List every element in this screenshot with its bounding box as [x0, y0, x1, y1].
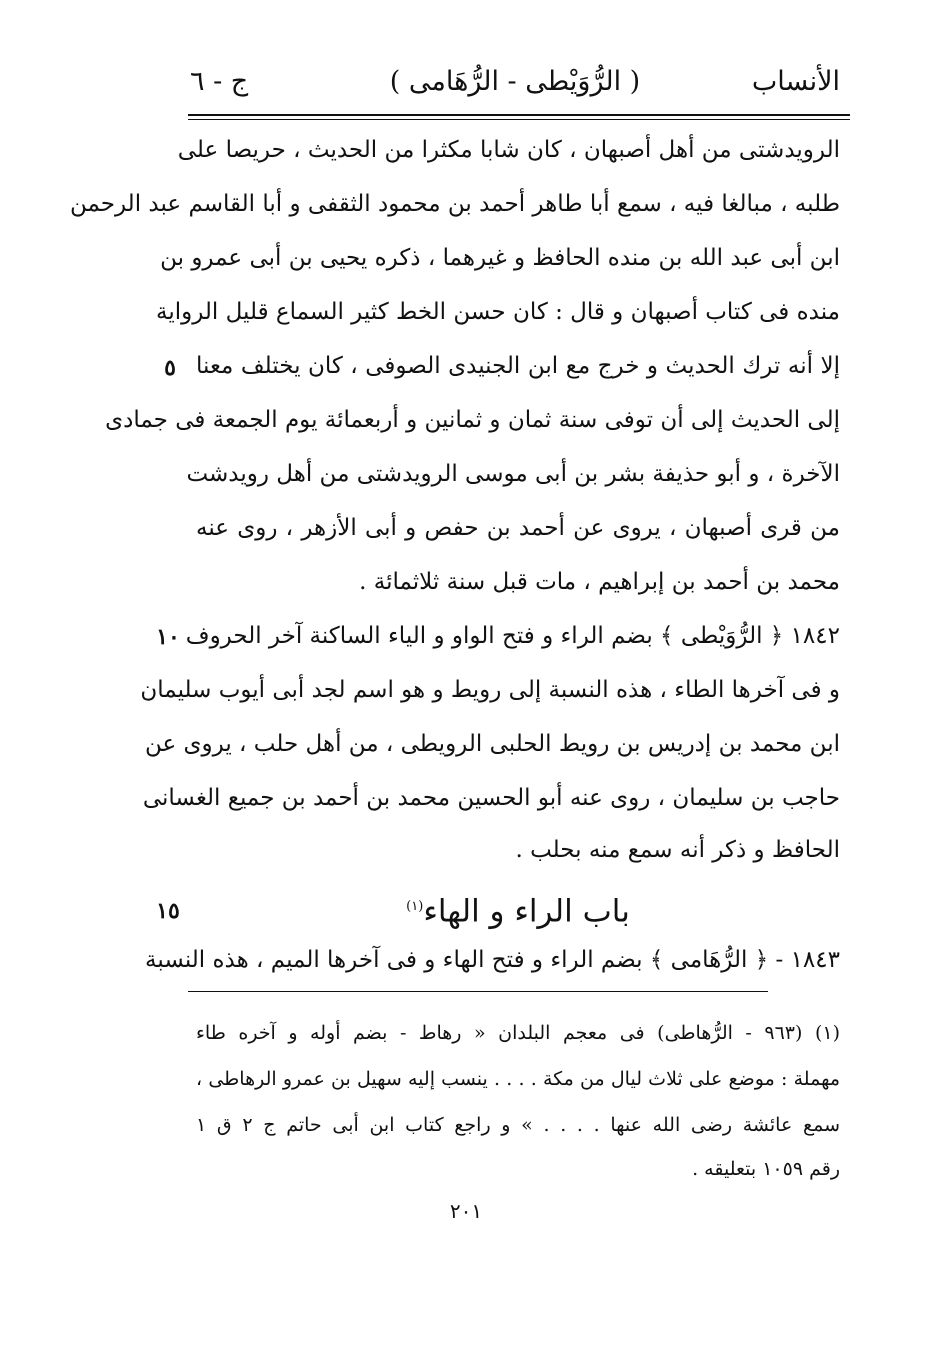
body-line-9: محمد بن أحمد بن إبراهيم ، مات قبل سنة ثلاثمائة . [359, 569, 840, 595]
body-line-3: ابن أبى عبد الله بن منده الحافظ و غيرهما ، ذكره يحيى بن أبى عمرو بن [160, 245, 840, 271]
body-line-11: و فى آخرها الطاء ، هذه النسبة إلى رويط و هو اسم لجد أبى أيوب سليمان [140, 677, 840, 703]
section-title [196, 880, 840, 934]
body-line-12: ابن محمد بن إدريس بن رويط الحلبى الرويطى ، من أهل حلب ، يروى عن [145, 731, 840, 757]
entry-range: ( الرُّوَيْطى - الرُّهَامى ) [389, 66, 641, 97]
running-header [190, 62, 840, 106]
section-title-text: باب الراء و الهاء [423, 893, 630, 930]
body-line-6: إلى الحديث إلى أن توفى سنة ثمان و ثمانين و أربعمائة يوم الجمعة فى جمادى [105, 407, 840, 433]
entry-1842-heading-line: ١٨٤٢ ﴿ الرُّوَيْطى ﴾ بضم الراء و فتح الواو و الياء الساكنة آخر الحروف [185, 623, 840, 649]
body-line-13: حاجب بن سليمان ، روى عنه أبو الحسين محمد بن أحمد بن جميع الغسانى [142, 785, 840, 811]
header-rule-thick [188, 114, 850, 116]
entry-1843-heading-line: ١٨٤٣ - ﴿ الرُّهَامى ﴾ بضم الراء و فتح الهاء و فى آخرها الميم ، هذه النسبة [145, 947, 840, 973]
header-rule-thin [188, 119, 850, 120]
book-title: الأنساب [751, 66, 840, 97]
volume-label: ج - ٦ [190, 66, 249, 97]
body-line-5: إلا أنه ترك الحديث و خرج مع ابن الجنيدى الصوفى ، كان يختلف معنا [196, 353, 840, 379]
line-number-5: ٥ [164, 355, 176, 381]
body-line-1: الرويدشتى من أهل أصبهان ، كان شابا مكثرا من الحديث ، حريصا على [177, 137, 840, 163]
line-number-10: ١٠ [156, 624, 180, 650]
footnote-line-3: سمع عائشة رضى الله عنها . . . . » و راجع كتاب ابن أبى حاتم ج ٢ ق ١ [196, 1114, 841, 1136]
body-line-8: من قرى أصبهان ، يروى عن أحمد بن حفص و أبى الأزهر ، روى عنه [196, 515, 840, 541]
body-line-14: الحافظ و ذكر أنه سمع منه بحلب . [515, 837, 840, 863]
footnote-line-4: رقم ١٠٥٩ بتعليقه . [692, 1158, 840, 1180]
footnote-line-1: (١) (٩٦٣ - الرُّهاطى) فى معجم البلدان « رهاط - بضم أوله و آخره طاء [196, 1022, 840, 1044]
footnote-rule [188, 991, 768, 992]
line-number-15: ١٥ [156, 898, 180, 924]
body-line-7: الآخرة ، و أبو حذيفة بشر بن أبى موسى الرويدشتى من أهل رويدشت [186, 461, 840, 487]
page-number: ٢٠١ [449, 1199, 483, 1223]
body-line-4: منده فى كتاب أصبهان و قال : كان حسن الخط كثير السماع قليل الرواية [156, 299, 840, 325]
body-line-2: طلبه ، مبالغا فيه ، سمع أبا طاهر أحمد بن محمود الثقفى و أبا القاسم عبد الرحمن [69, 191, 840, 217]
section-title-footnote-mark: (١) [406, 899, 424, 914]
footnote-line-2: مهملة : موضع على ثلاث ليال من مكة . . . . ينسب إليه سهيل بن عمرو الرهاطى ، [196, 1068, 840, 1090]
